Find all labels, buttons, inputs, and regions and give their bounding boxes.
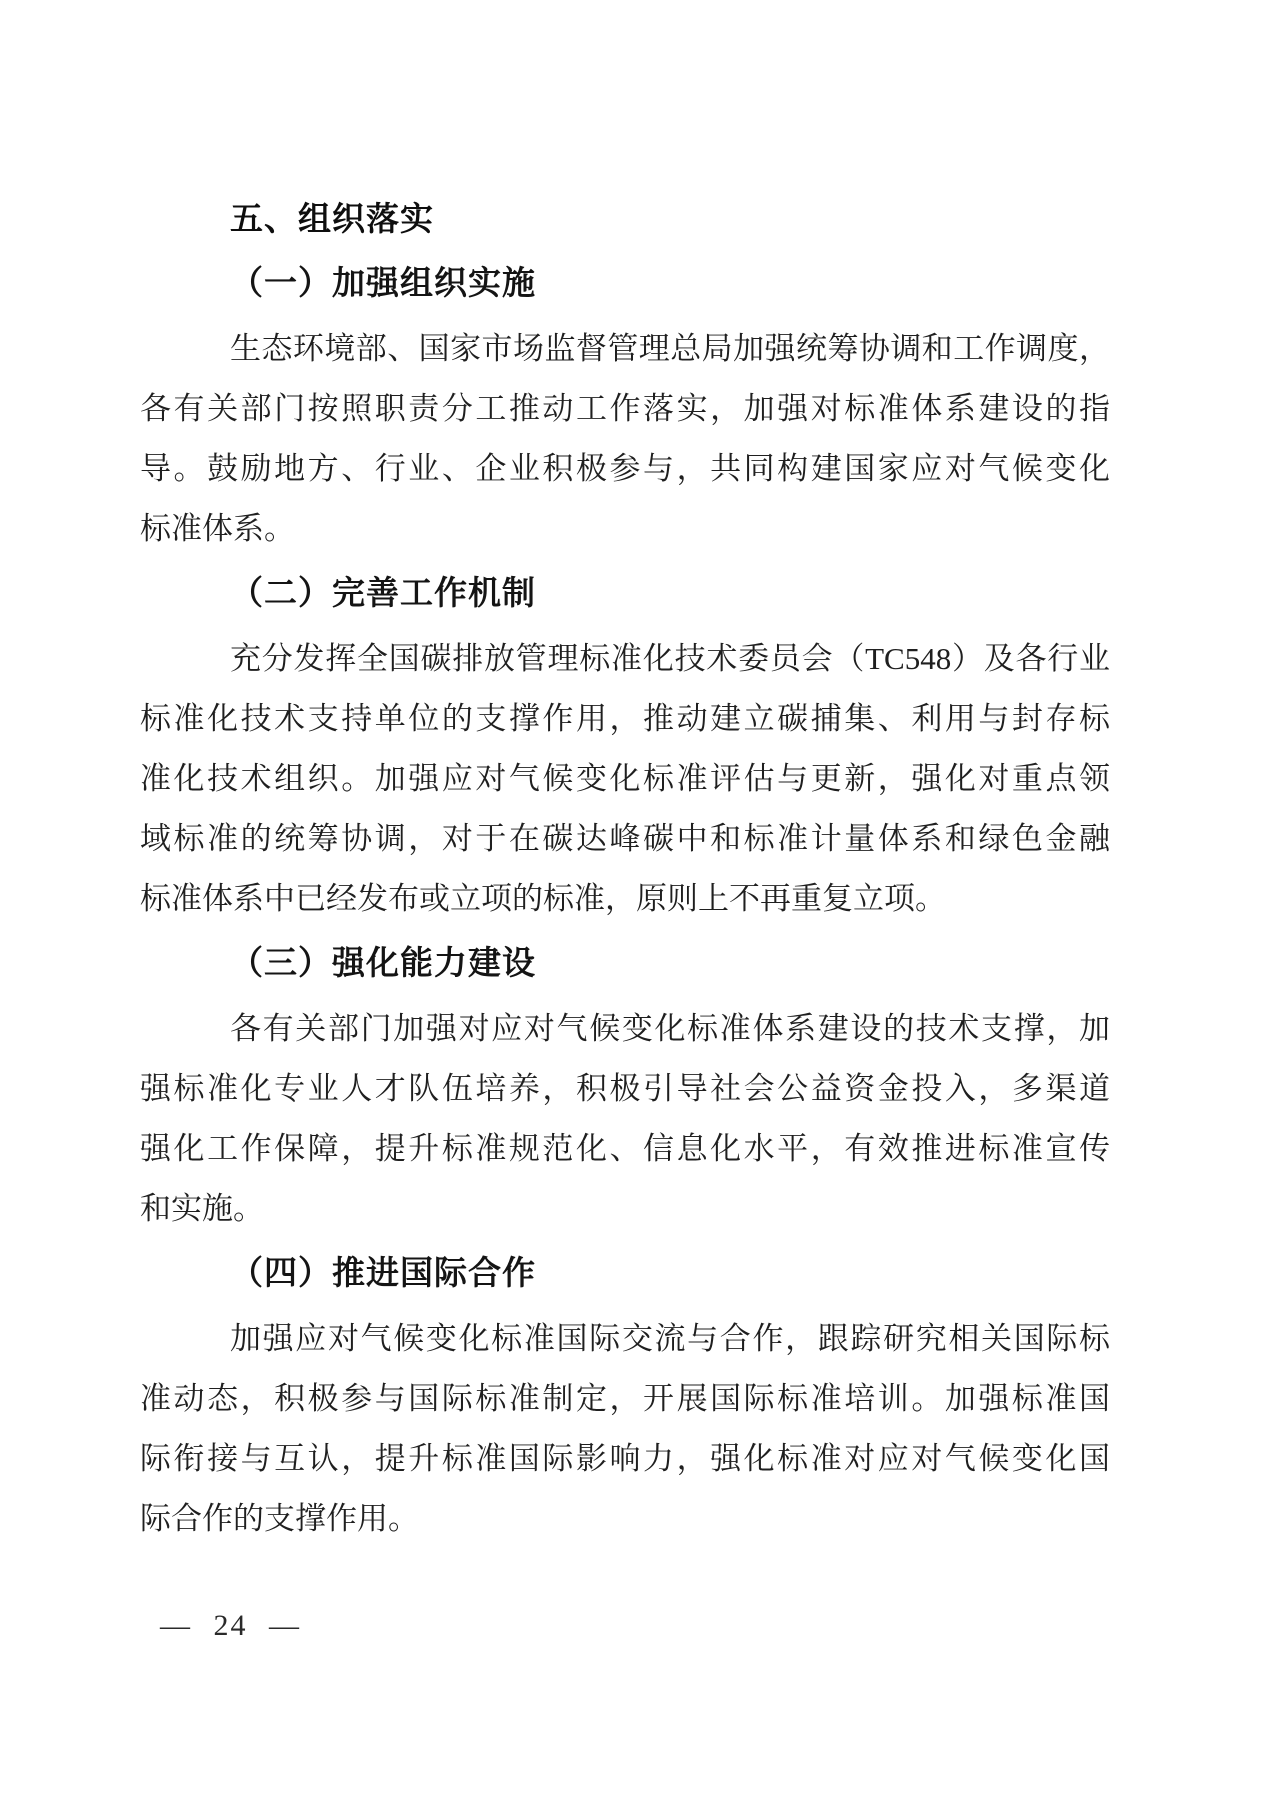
body-line: 际衔接与互认，提升标准国际影响力，强化标准对应对气候变化国 [140,1441,1110,1476]
subsection-3-paragraph [140,999,1110,1239]
body-line: 标准化技术支持单位的支撑作用，推动建立碳捕集、利用与封存标 [140,701,1110,736]
body-line: 生态环境部、国家市场监督管理总局加强统筹协调和工作调度， [230,331,1110,366]
body-line: 各有关部门按照职责分工推动工作落实，加强对标准体系建设的指 [140,391,1110,426]
body-line: 强化工作保障，提升标准规范化、信息化水平，有效推进标准宣传 [140,1131,1110,1166]
section-heading: 五、组织落实 [230,199,434,238]
body-line: 加强应对气候变化标准国际交流与合作，跟踪研究相关国际标 [230,1321,1110,1356]
subsection-2-paragraph [140,629,1110,929]
body-line: 际合作的支撑作用。 [140,1501,419,1536]
body-line: 标准体系中已经发布或立项的标准，原则上不再重复立项。 [140,881,946,916]
subsection-1-paragraph [140,319,1110,559]
body-line: 准动态，积极参与国际标准制定，开展国际标准培训。加强标准国 [140,1381,1110,1416]
body-line: 准化技术组织。加强应对气候变化标准评估与更新，强化对重点领 [140,761,1110,796]
body-line: 域标准的统筹协调，对于在碳达峰碳中和标准计量体系和绿色金融 [140,821,1110,856]
body-line: 和实施。 [140,1191,264,1226]
subsection-2 [140,564,1110,929]
page-number: — 24 — [160,1609,301,1642]
subsection-1-heading: （一）加强组织实施 [230,266,536,302]
body-line: 各有关部门加强对应对气候变化标准体系建设的技术支撑，加 [230,1011,1110,1046]
subsection-4-heading: （四）推进国际合作 [230,1256,536,1292]
body-line: 标准体系。 [140,511,295,546]
subsection-1 [140,254,1110,559]
page-footer [160,1608,301,1644]
subsection-4-paragraph [140,1309,1110,1549]
body-line: 强标准化专业人才队伍培养，积极引导社会公益资金投入，多渠道 [140,1071,1110,1106]
subsection-2-heading: （二）完善工作机制 [230,576,536,612]
subsection-3-heading: （三）强化能力建设 [230,946,536,982]
body-line: 充分发挥全国碳排放管理标准化技术委员会（TC548）及各行业 [230,641,1110,676]
subsection-3 [140,934,1110,1239]
body-line: 导。鼓励地方、行业、企业积极参与，共同构建国家应对气候变化 [140,451,1110,486]
subsection-4 [140,1244,1110,1549]
document-content [140,189,1110,1549]
